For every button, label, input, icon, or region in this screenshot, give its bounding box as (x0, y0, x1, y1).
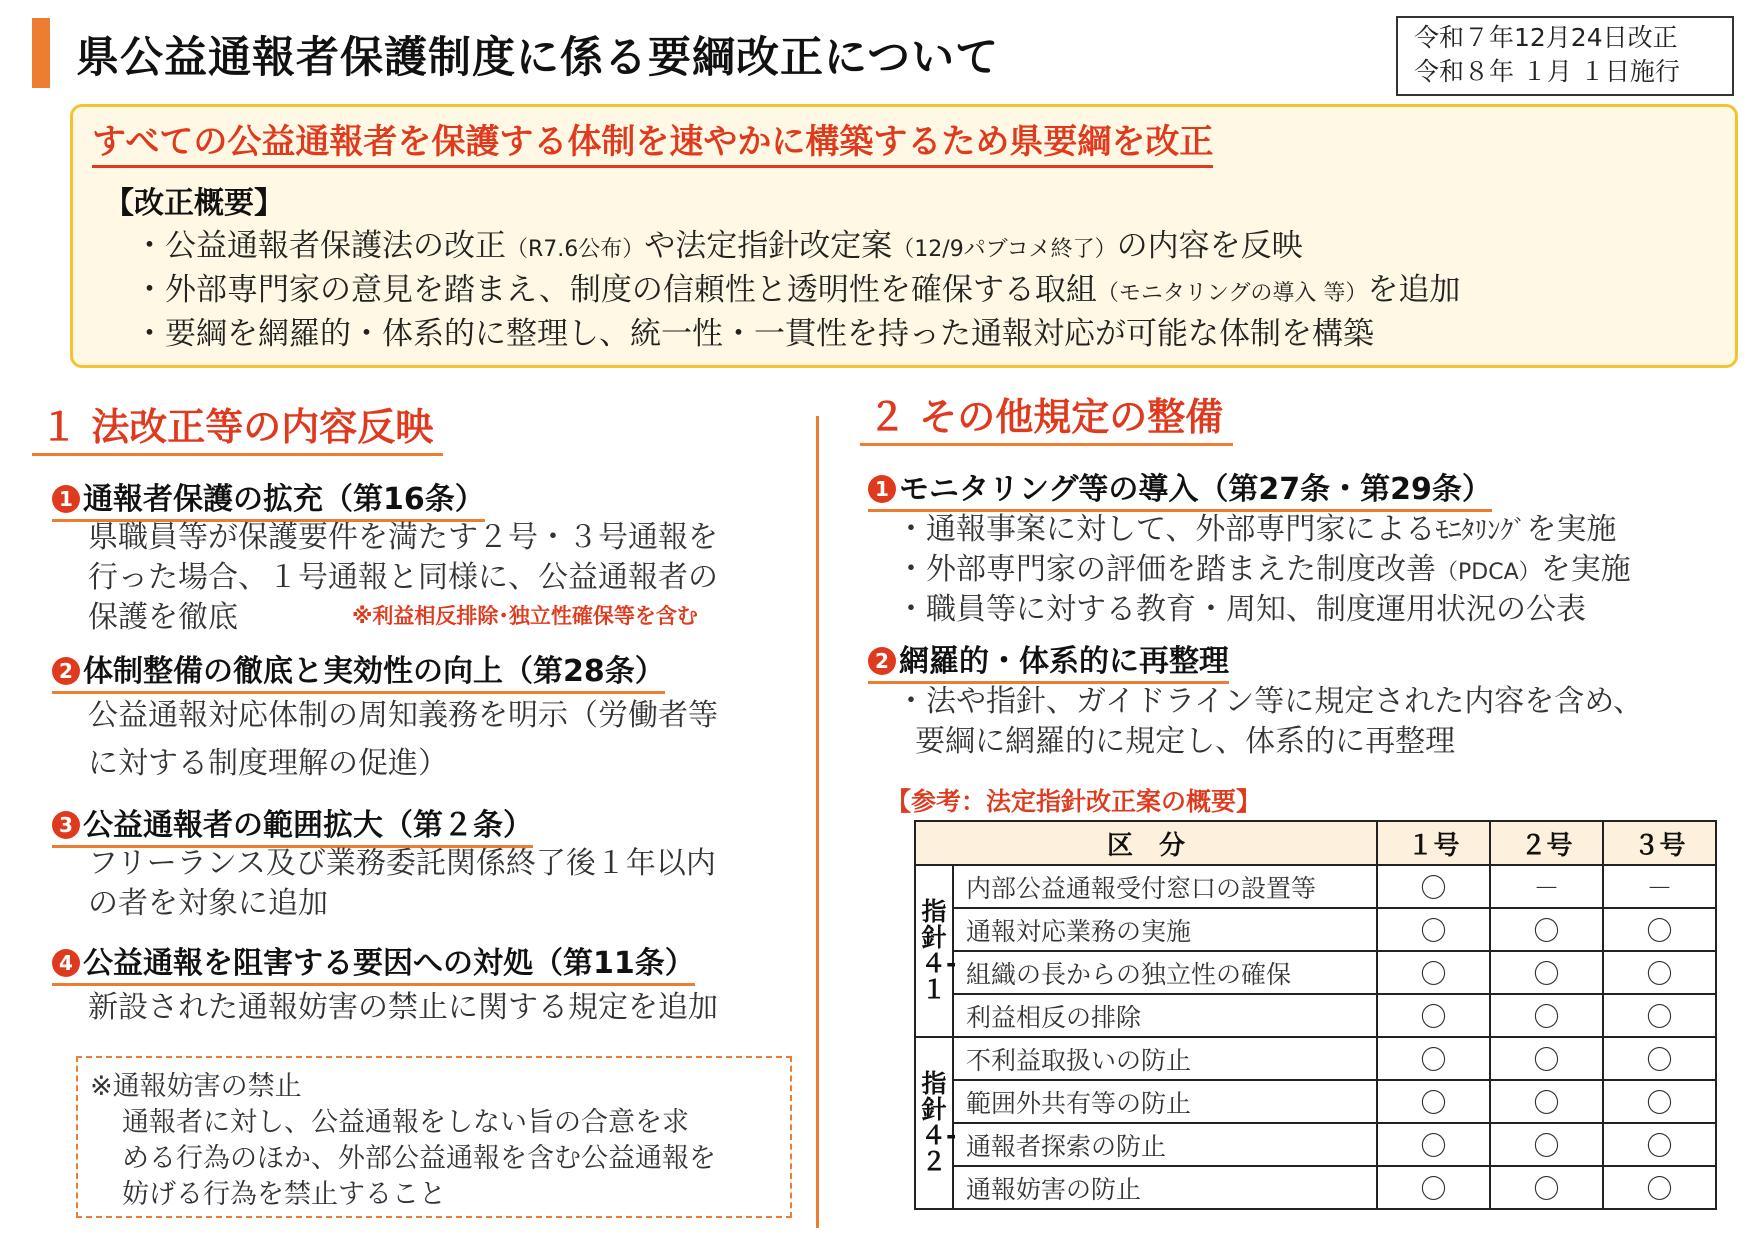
table-cell-mark: 〇 (1377, 994, 1490, 1037)
page-title: 県公益通報者保護制度に係る要綱改正について (76, 33, 1000, 83)
date-effective: 令和８年 １月 １日施行 (1414, 57, 1680, 86)
table-header-no1: １号 (1377, 821, 1490, 865)
section1-heading: １ 法改正等の内容反映 (32, 396, 443, 456)
summary-heading: すべての公益通報者を保護する体制を速やかに構築するため県要綱を改正 (92, 114, 1213, 168)
section1-item1-title: 1 通報者保護の拡充（第16条） (52, 474, 485, 522)
table-cell-mark: 〇 (1603, 1123, 1716, 1166)
table-cell-mark: 〇 (1490, 1123, 1603, 1166)
table-row (915, 1166, 1716, 1209)
table-cell-mark: 〇 (1377, 1080, 1490, 1123)
summary-item-3: ・要綱を網羅的・体系的に整理し、統一性・一貫性を持った通報対応が可能な体制を構築 (134, 316, 1374, 352)
table-header-row (915, 821, 1716, 865)
note-box-line2: める行為のほか、外部公益通報を含む公益通報を (122, 1143, 716, 1174)
summary-item-1: ・公益通報者保護法の改正（R7.6公布）や法定指針改定案（12/9パブコメ終了）の内容を反映 (134, 228, 1303, 264)
table-cell-mark: 〇 (1490, 1037, 1603, 1080)
number-badge-1b-icon: 1 (868, 475, 896, 503)
table-cell-mark: 〇 (1603, 908, 1716, 951)
section2-heading: ２ その他規定の整備 (860, 386, 1233, 446)
table-cell-mark: 〇 (1603, 951, 1716, 994)
table-row (915, 1080, 1716, 1123)
table-cell-mark: 〇 (1377, 1166, 1490, 1209)
section1-item4-line1: 新設された通報妨害の禁止に関する規定を追加 (88, 990, 718, 1025)
section1-item3-title: 3 公益通報者の範囲拡大（第２条） (52, 800, 533, 848)
table-cell-mark: 〇 (1377, 908, 1490, 951)
guideline-table (914, 820, 1717, 1210)
table-cell-mark: 〇 (1377, 865, 1490, 908)
table-cell-mark: － (1603, 865, 1716, 908)
table-cell-mark: 〇 (1377, 951, 1490, 994)
table-header-no2: ２号 (1490, 821, 1603, 865)
date-box (1396, 16, 1734, 96)
section1-item1-line2: 行った場合、１号通報と同様に、公益通報者の (88, 560, 718, 595)
section2-item1-line3: ・職員等に対する教育・周知、制度運用状況の公表 (896, 592, 1586, 627)
table-cell-mark: 〇 (1603, 1166, 1716, 1209)
table-row-label: 不利益取扱いの防止 (953, 1037, 1377, 1080)
table-cell-mark: 〇 (1490, 908, 1603, 951)
table-row-label: 通報妨害の防止 (953, 1166, 1377, 1209)
section2-item2-title: 2 網羅的・体系的に再整理 (868, 636, 1229, 684)
table-cell-mark: 〇 (1603, 994, 1716, 1037)
section1-item1-line3: 保護を徹底 (88, 600, 238, 635)
number-badge-2-icon: 2 (52, 657, 80, 685)
section1-item2-line2: に対する制度理解の促進） (88, 746, 448, 781)
section1-item3-line1: フリーランス及び業務委託関係終了後１年以内 (88, 846, 716, 881)
reference-label: 【参考：法定指針改正案の概要】 (886, 787, 1262, 816)
note-box-title: ※通報妨害の禁止 (90, 1071, 302, 1102)
table-row (915, 865, 1716, 908)
table-row (915, 1037, 1716, 1080)
section2-item1-line1: ・通報事案に対して、外部専門家によるﾓﾆﾀﾘﾝｸﾞを実施 (896, 512, 1617, 547)
number-badge-4-icon: 4 (52, 949, 80, 977)
note-box-line1: 通報者に対し、公益通報をしない旨の合意を求 (122, 1107, 689, 1138)
summary-label: 【改正概要】 (104, 186, 284, 221)
table-header-category: 区 分 (915, 821, 1377, 865)
number-badge-3-icon: 3 (52, 811, 80, 839)
note-box-line3: 妨げる行為を禁止すること (122, 1179, 446, 1210)
table-row-label: 通報対応業務の実施 (953, 908, 1377, 951)
table-row (915, 994, 1716, 1037)
section1-item2-line1: 公益通報対応体制の周知義務を明示（労働者等 (88, 698, 718, 733)
table-row-label: 通報者探索の防止 (953, 1123, 1377, 1166)
column-divider (816, 416, 819, 1228)
table-group-label-4-2: 指針４-２ (915, 1037, 953, 1209)
section1-item3-line2: の者を対象に追加 (88, 886, 328, 921)
date-revised: 令和７年12月24日改正 (1414, 23, 1678, 52)
section1-item4-title: 4 公益通報を阻害する要因への対処（第11条） (52, 938, 695, 986)
section2-item1-line2: ・外部専門家の評価を踏まえた制度改善（PDCA）を実施 (896, 552, 1631, 587)
table-cell-mark: 〇 (1490, 994, 1603, 1037)
table-cell-mark: 〇 (1377, 1123, 1490, 1166)
table-cell-mark: － (1490, 865, 1603, 908)
table-row-label: 内部公益通報受付窓口の設置等 (953, 865, 1377, 908)
table-row-label: 利益相反の排除 (953, 994, 1377, 1037)
table-cell-mark: 〇 (1490, 1080, 1603, 1123)
section1-item2-title: 2 体制整備の徹底と実効性の向上（第28条） (52, 646, 665, 694)
number-badge-1-icon: 1 (52, 485, 80, 513)
section1-item1-note: ※利益相反排除･独立性確保等を含む (352, 604, 698, 628)
title-accent-bar (32, 18, 50, 88)
table-cell-mark: 〇 (1603, 1037, 1716, 1080)
table-row-label: 組織の長からの独立性の確保 (953, 951, 1377, 994)
section2-item2-line1: ・法や指針、ガイドライン等に規定された内容を含め、 (896, 684, 1643, 719)
table-row (915, 908, 1716, 951)
table-cell-mark: 〇 (1490, 951, 1603, 994)
table-group-label-4-1: 指針４-１ (915, 865, 953, 1037)
table-row-label: 範囲外共有等の防止 (953, 1080, 1377, 1123)
number-badge-2b-icon: 2 (868, 647, 896, 675)
section2-item2-line2: 要綱に網羅的に規定し、体系的に再整理 (896, 724, 1456, 759)
table-header-no3: ３号 (1603, 821, 1716, 865)
table-row (915, 951, 1716, 994)
section2-item1-title: 1 モニタリング等の導入（第27条・第29条） (868, 464, 1492, 512)
table-cell-mark: 〇 (1490, 1166, 1603, 1209)
section1-item1-line1: 県職員等が保護要件を満たす２号・３号通報を (88, 520, 718, 555)
table-row (915, 1123, 1716, 1166)
summary-item-2: ・外部専門家の意見を踏まえ、制度の信頼性と透明性を確保する取組（モニタリングの導入 等）を追加 (134, 272, 1461, 308)
table-cell-mark: 〇 (1377, 1037, 1490, 1080)
table-cell-mark: 〇 (1603, 1080, 1716, 1123)
